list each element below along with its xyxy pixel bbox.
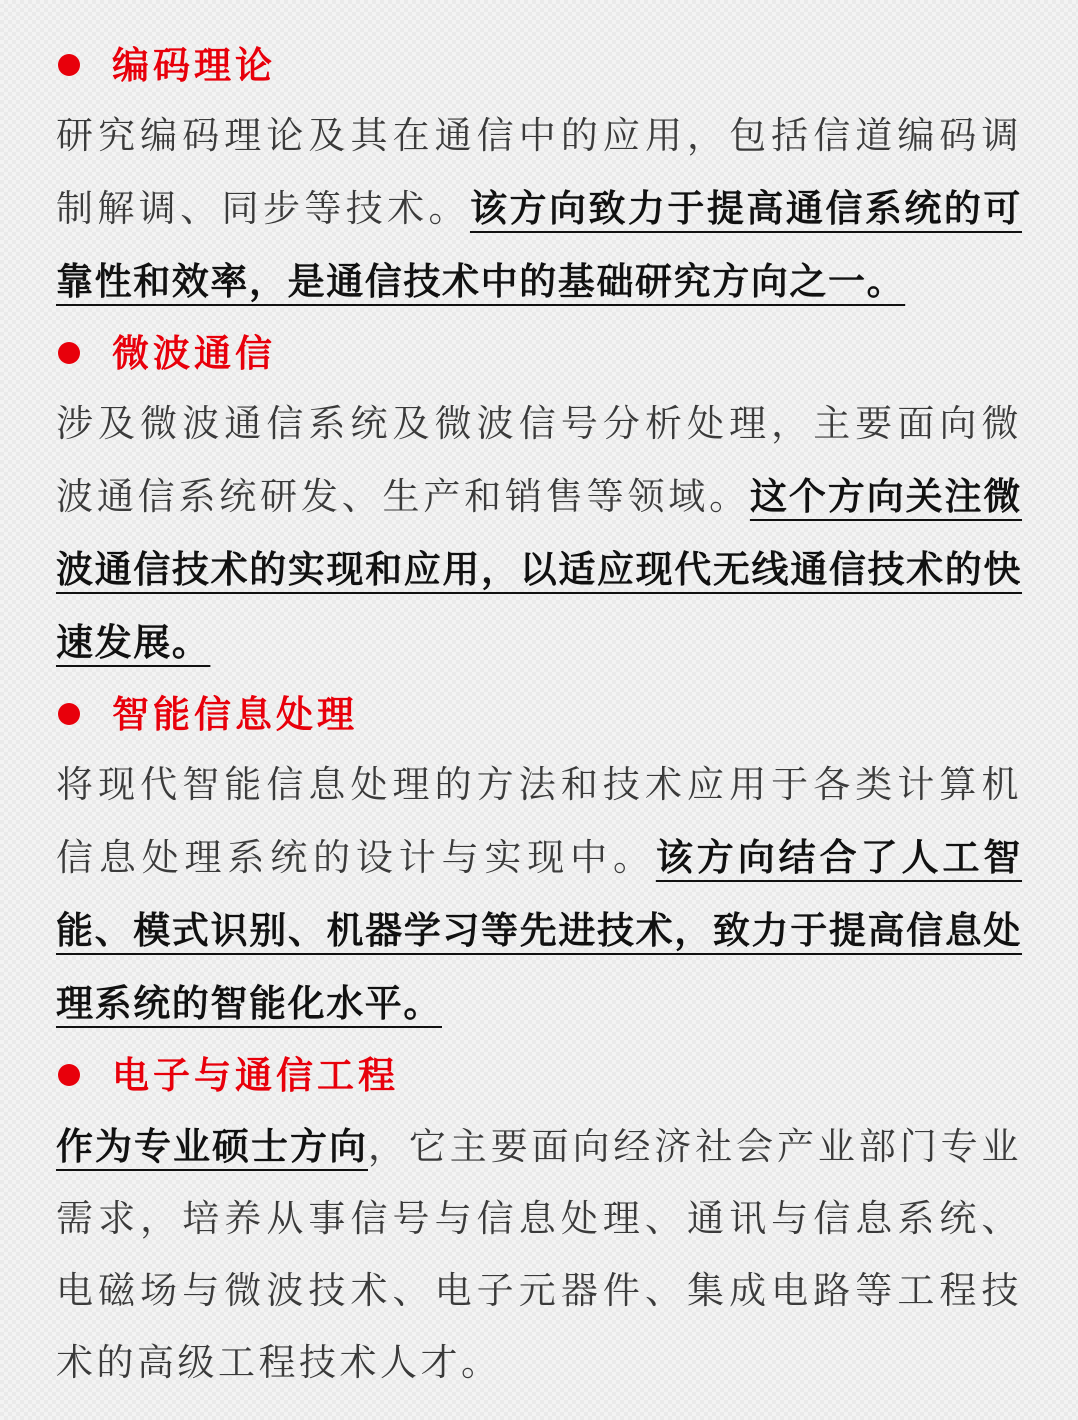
bullet-dot-icon [58,1064,80,1086]
paragraph-highlight: 该方向致力于提高通信系统的可靠性和效率，是通信技术中的基础研究方向之一。 [56,186,1022,303]
section-title: 智能信息处理 [112,692,358,736]
section-intelligent-info-processing [56,679,1022,1040]
section-paragraph [56,749,1022,1040]
section-paragraph [56,1110,1022,1399]
section-title: 微波通信 [112,331,276,375]
section-title: 编码理论 [112,43,276,87]
paragraph-text: 研究编码理论及其在通信中的应用，包括信道编码调制解调、同步等技术。 [56,114,1022,230]
section-microwave-communication [56,318,1022,679]
section-title: 电子与通信工程 [112,1053,399,1097]
bullet-dot-icon [58,342,80,364]
paragraph-highlight: 这个方向关注微波通信技术的实现和应用，以适应现代无线通信技术的快速发展。 [56,474,1023,664]
section-heading [56,679,1022,749]
paragraph-highlight: 作为专业硕士方向 [56,1124,368,1168]
bullet-dot-icon [58,54,80,76]
section-electronic-communication-engineering [56,1040,1022,1399]
paragraph-highlight: 该方向结合了人工智能、模式识别、机器学习等先进技术，致力于提高信息处理系统的智能化水平。 [56,835,1023,1025]
section-heading [56,30,1022,100]
section-heading [56,1040,1022,1110]
bullet-dot-icon [58,703,80,725]
section-coding-theory [56,30,1022,318]
paragraph-text: 涉及微波通信系统及微波信号分析处理，主要面向微波通信系统研发、生产和销售等领域。 [56,402,1022,518]
section-heading [56,318,1022,388]
paragraph-text: ，它主要面向经济社会产业部门专业需求，培养从事信号与信息处理、通讯与信息系统、电磁场与微波技术、电子元器件、集成电路等工程技术的高级工程技术人才。 [56,1125,1022,1384]
section-paragraph [56,100,1022,318]
paragraph-text: 将现代智能信息处理的方法和技术应用于各类计算机信息处理系统的设计与实现中。 [56,763,1022,879]
section-paragraph [56,388,1022,679]
